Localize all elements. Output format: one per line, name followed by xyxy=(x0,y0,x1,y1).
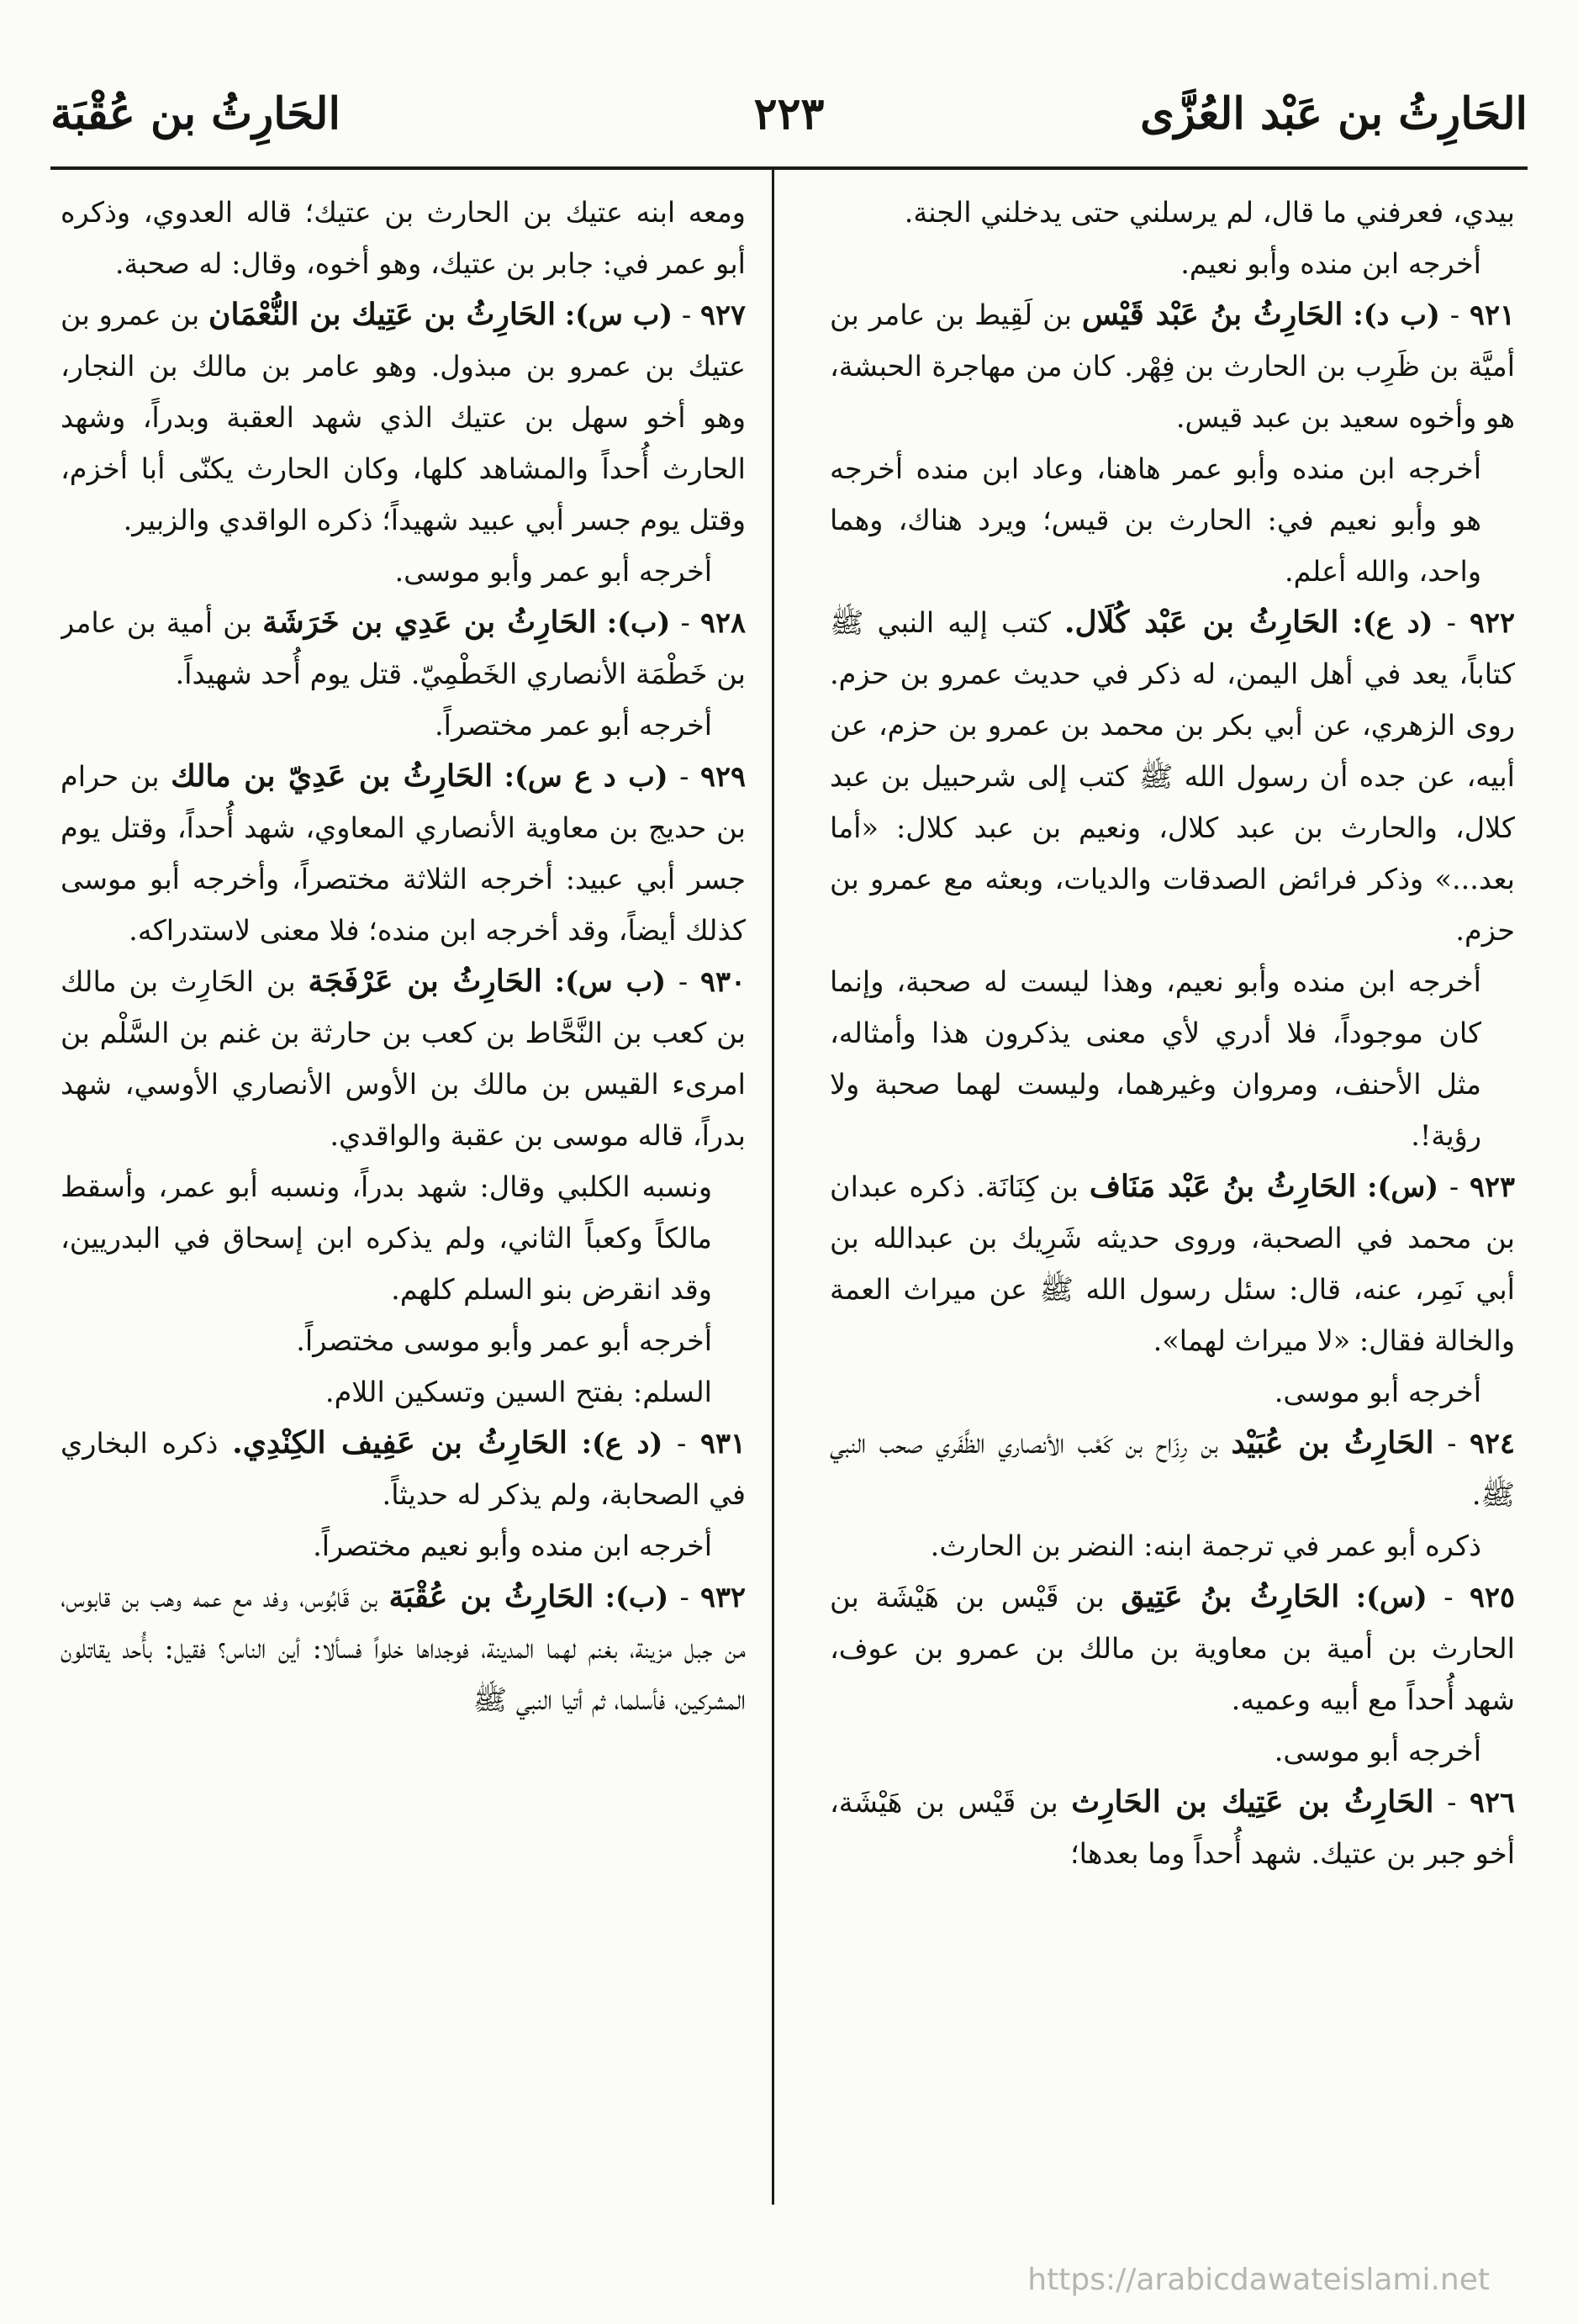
entry-codes: (ب د): xyxy=(1353,298,1440,331)
entry-paragraph: ٩٢٧ - (ب س): الحَارِثُ بن عَتِيك بن النُّعْمَان بن عمرو بن عتيك بن عمرو بن مبذول. وهو عامر بن مالك بن النجار، وهو أخو سهل بن عتيك الذي شهد العقبة وبدراً، وشهد الحارث أُحداً والمشاهد كلها، وكان الحارث يكنّى أبا أخزم، وقتل يوم جسر أبي عبيد شهيداً؛ ذكره الواقدي والزبير. xyxy=(61,297,746,536)
entry-number: ٩٢٦ xyxy=(1470,1786,1515,1819)
entry-number: ٩٣٢ xyxy=(700,1581,746,1614)
entry-name: الحَارِثُ بنُ عَبْد قَيْس xyxy=(1081,297,1343,332)
entry-codes: (د ع): xyxy=(581,1427,663,1460)
entry-codes: (ب د ع س): xyxy=(504,760,668,793)
page-number: ٢٢٣ xyxy=(753,88,825,140)
entry-number: ٩٢٩ xyxy=(700,760,746,793)
entry-codes: (د ع): xyxy=(1352,606,1433,639)
text-paragraph: السلم: بفتح السين وتسكين اللام. xyxy=(325,1376,712,1408)
entry-paragraph: ٩٢٨ - (ب): الحَارِثُ بن عَدِي بن خَرَشَة بن أمية بن عامر بن خَطْمَة الأنصاري الخَطْمِيّ. قتل يوم أُحد شهيداً. xyxy=(61,605,746,690)
entry-paragraph: ٩٣١ - (د ع): الحَارِثُ بن عَفِيف الكِنْدِي. ذكره البخاري في الصحابة، ولم يذكر له حديثاً. xyxy=(61,1425,746,1511)
entry-codes: (ب): xyxy=(604,1581,669,1614)
entry-name: الحَارِثُ بن عَدِيّ بن مالك xyxy=(171,758,493,794)
text-paragraph: أخرجه ابن منده وأبو عمر هاهنا، وعاد ابن منده أخرجه هو وأبو نعيم في: الحارث بن قيس؛ ويرد هناك، وهما واحد، والله أعلم. xyxy=(830,452,1481,588)
text-paragraph: أخرجه ابن منده وأبو نعيم، وهذا ليست له صحبة، وإنما كان موجوداً، فلا أدري لأي معنى يذكرون هذا وأمثاله، مثل الأحنف، ومروان وغيرهما، وليست لهما صحبة ولا رؤية!. xyxy=(830,965,1481,1152)
header-rule xyxy=(50,166,1528,170)
entry-number: ٩٣٠ xyxy=(700,965,746,998)
text-paragraph: ذكره أبو عمر في ترجمة ابنه: النضر بن الحارث. xyxy=(930,1529,1481,1562)
entry-number: ٩٢٢ xyxy=(1470,606,1515,639)
entry-number: ٩٢٤ xyxy=(1470,1427,1515,1460)
entry-number: ٩٢٥ xyxy=(1470,1581,1515,1614)
text-paragraph: أخرجه أبو موسى. xyxy=(1274,1376,1481,1408)
text-paragraph: أخرجه أبو عمر وأبو موسى مختصراً. xyxy=(296,1324,712,1357)
entry-name: الحَارِثُ بن عَرْفَجَة xyxy=(308,964,542,999)
entry-text: بن عمرو بن عتيك بن عمرو بن مبذول. وهو عامر بن مالك بن النجار، وهو أخو سهل بن عتيك الذي شهد العقبة وبدراً، وشهد الحارث أُحداً والمشاهد كلها، وكان الحارث يكنّى أبا أخزم، وقتل يوم جسر أبي عبيد شهيداً؛ ذكره الواقدي والزبير. xyxy=(61,298,746,536)
entry-text: كتب إليه النبي ﷺ كتاباً، يعد في أهل اليمن، له ذكر في حديث عمرو بن حزم. روى الزهري، عن أبي بكر بن محمد بن عمرو بن حزم، عن أبيه، عن جده أن رسول الله ﷺ كتب إلى شرحبيل بن عبد كلال، والحارث بن عبد كلال، ونعيم بن عبد كلال: «أما بعد...» وذكر فرائض الصدقات والديات، وبعثه مع عمرو بن حزم. xyxy=(830,606,1515,947)
entry-number: ٩٢٨ xyxy=(700,606,746,639)
text-paragraph: أخرجه أبو عمر وأبو موسى. xyxy=(394,555,712,588)
entry-name: الحَارِثُ بن عَدِي بن خَرَشَة xyxy=(262,605,597,640)
entry-text: بن الحَارِث بن مالك بن كعب بن النَّحَّاط بن كعب بن حارثة بن غنم بن السَّلْم بن امرىء القيس بن مالك بن الأوس الأنصاري الأوسي، شهد بدراً، قاله موسى بن عقبة والواقدي. xyxy=(61,965,746,1152)
entry-codes: (ب س): xyxy=(564,298,673,331)
text-paragraph: أخرجه أبو موسى. xyxy=(1274,1735,1481,1767)
entry-paragraph: ٩٢٣ - (س): الحَارِثُ بنُ عَبْد مَنَاف بن كِنَانَة. ذكره عبدان بن محمد في الصحبة، وروى حديثه شَرِيك بن عبدالله بن أبي نَمِر، عنه، قال: سئل رسول الله ﷺ عن ميراث العمة والخالة فقال: «لا ميراث لهما». xyxy=(830,1169,1515,1357)
text-paragraph: ومعه ابنه عتيك بن الحارث بن عتيك؛ قاله العدوي، وذكره أبو عمر في: جابر بن عتيك، وهو أخوه، وقال: له صحبة. xyxy=(61,196,746,280)
entry-paragraph: ٩٣٢ - (ب): الحَارِثُ بن عُقْبَة بن قَابُوس، وفد مع عمه وهب بن قابوس، من جبل مزينة، بغنم لهما المدينة، فوجداها خلواً فسألا: أين الناس؟ فقيل: بأُحد يقاتلون المشركين، فأسلما، ثم أتيا النبي ﷺ xyxy=(61,1579,746,1716)
entry-text: بن قَيْس بن هَيْشَة بن الحارث بن أمية بن معاوية بن مالك بن عمرو بن عوف، شهد أُحداً مع أبيه وعميه. xyxy=(830,1581,1515,1716)
right-column xyxy=(830,187,1515,2213)
entry-text: بن حرام بن حديج بن معاوية الأنصاري المعاوي، شهد أُحداً، وقتل يوم جسر أبي عبيد: أخرجه الثلاثة مختصراً، وأخرجه أبو موسى كذلك أيضاً، وقد أخرجه ابن منده؛ فلا معنى لاستدراكه. xyxy=(61,760,746,947)
entry-text: بن كِنَانَة. ذكره عبدان بن محمد في الصحبة، وروى حديثه شَرِيك بن عبدالله بن أبي نَمِر، عنه، قال: سئل رسول الله ﷺ عن ميراث العمة والخالة فقال: «لا ميراث لهما». xyxy=(830,1170,1515,1357)
entry-name: الحَارِثُ بن عَتِيك بن الحَارِث xyxy=(1071,1784,1434,1820)
entry-codes: (ب س): xyxy=(554,965,667,998)
entry-codes: (س): xyxy=(1355,1581,1428,1614)
entry-text: بن قَابُوس، وفد مع عمه وهب بن قابوس، من جبل مزينة، بغنم لهما المدينة، فوجداها خلواً فسألا: أين الناس؟ فقيل: بأُحد يقاتلون المشركين، فأسلما، ثم أتيا النبي ﷺ xyxy=(61,1581,746,1716)
entry-paragraph: ٩٢٤ - الحَارِثُ بن عُبَيْد بن رِزَاح بن كَعْب الأنصاري الظَّفَري صحب النبي ﷺ. xyxy=(830,1425,1515,1511)
entry-codes: (س): xyxy=(1367,1170,1439,1203)
watermark-url: https://arabicdawateislami.net xyxy=(1027,2263,1490,2297)
text-paragraph: أخرجه ابن منده وأبو نعيم. xyxy=(1180,247,1481,280)
entry-number: ٩٢٣ xyxy=(1470,1170,1515,1203)
text-paragraph: أخرجه ابن منده وأبو نعيم مختصراً. xyxy=(313,1529,712,1562)
entry-number: ٩٢٧ xyxy=(700,298,746,331)
entry-name: الحَارِثُ بنُ عَتِيق xyxy=(1121,1579,1340,1614)
entry-text: ذكره البخاري في الصحابة، ولم يذكر له حديثاً. xyxy=(61,1427,746,1511)
entry-paragraph: ٩٢٥ - (س): الحَارِثُ بنُ عَتِيق بن قَيْس بن هَيْشَة بن الحارث بن أمية بن معاوية بن مالك بن عمرو بن عوف، شهد أُحداً مع أبيه وعميه. xyxy=(830,1579,1515,1716)
running-title-right: الحَارِثُ بن عَبْد العُزَّى xyxy=(1140,88,1528,140)
entry-name: الحَارِثُ بنُ عَبْد مَنَاف xyxy=(1089,1169,1357,1204)
entry-name: الحَارِثُ بن عَتِيك بن النُّعْمَان xyxy=(208,297,557,332)
text-paragraph: ونسبه الكلبي وقال: شهد بدراً، ونسبه أبو عمر، وأسقط مالكاً وكعباً الثاني، ولم يذكره ابن إسحاق في البدريين، وقد انقرض بنو السلم كلهم. xyxy=(61,1170,712,1306)
running-title-left: الحَارِثُ بن عُقْبَة xyxy=(50,88,340,140)
entry-text: بن أمية بن عامر بن خَطْمَة الأنصاري الخَطْمِيّ. قتل يوم أُحد شهيداً. xyxy=(61,606,746,690)
column-divider xyxy=(772,170,774,2205)
entry-paragraph: ٩٢٦ - الحَارِثُ بن عَتِيك بن الحَارِث بن قَيْس بن هَيْشَة، أخو جبر بن عتيك. شهد أُحداً وما بعدها؛ xyxy=(830,1784,1515,1870)
entry-text: بن لَقِيط بن عامر بن أميَّة بن ظَرِب بن الحارث بن فِهْر. كان من مهاجرة الحبشة، هو وأخوه سعيد بن عبد قيس. xyxy=(830,298,1515,434)
text-paragraph: بيدي، فعرفني ما قال، لم يرسلني حتى يدخلني الجنة. xyxy=(904,196,1515,229)
entry-text: بن قَيْس بن هَيْشَة، أخو جبر بن عتيك. شهد أُحداً وما بعدها؛ xyxy=(830,1786,1515,1870)
entry-paragraph: ٩٢٩ - (ب د ع س): الحَارِثُ بن عَدِيّ بن مالك بن حرام بن حديج بن معاوية الأنصاري المعاوي، شهد أُحداً، وقتل يوم جسر أبي عبيد: أخرجه الثلاثة مختصراً، وأخرجه أبو موسى كذلك أيضاً، وقد أخرجه ابن منده؛ فلا معنى لاستدراكه. xyxy=(61,758,746,947)
left-column xyxy=(61,187,746,2213)
entry-codes: (ب): xyxy=(606,606,671,639)
entry-name: الحَارِثُ بن عَبْد كُلَال. xyxy=(1064,605,1339,640)
entry-paragraph: ٩٢٢ - (د ع): الحَارِثُ بن عَبْد كُلَال. كتب إليه النبي ﷺ كتاباً، يعد في أهل اليمن، له ذكر في حديث عمرو بن حزم. روى الزهري، عن أبي بكر بن محمد بن عمرو بن حزم، عن أبيه، عن جده أن رسول الله ﷺ كتب إلى شرحبيل بن عبد كلال، والحارث بن عبد كلال، ونعيم بن عبد كلال: «أما بعد...» وذكر فرائض الصدقات والديات، وبعثه مع عمرو بن حزم. xyxy=(830,605,1515,947)
running-header xyxy=(50,88,1528,156)
text-paragraph: أخرجه أبو عمر مختصراً. xyxy=(434,709,712,742)
entry-number: ٩٣١ xyxy=(700,1427,746,1460)
entry-number: ٩٢١ xyxy=(1470,298,1515,331)
entry-name: الحَارِثُ بن عُبَيْد xyxy=(1231,1425,1434,1460)
entry-text: بن رِزَاح بن كَعْب الأنصاري الظَّفَري صحب النبي ﷺ. xyxy=(830,1427,1515,1511)
entry-paragraph: ٩٣٠ - (ب س): الحَارِثُ بن عَرْفَجَة بن الحَارِث بن مالك بن كعب بن النَّحَّاط بن كعب بن حارثة بن غنم بن السَّلْم بن امرىء القيس بن مالك بن الأوس الأنصاري الأوسي، شهد بدراً، قاله موسى بن عقبة والواقدي. xyxy=(61,964,746,1152)
entry-name: الحَارِثُ بن عُقْبَة xyxy=(388,1579,594,1614)
entry-paragraph: ٩٢١ - (ب د): الحَارِثُ بنُ عَبْد قَيْس بن لَقِيط بن عامر بن أميَّة بن ظَرِب بن الحارث بن فِهْر. كان من مهاجرة الحبشة، هو وأخوه سعيد بن عبد قيس. xyxy=(830,297,1515,434)
entry-name: الحَارِثُ بن عَفِيف الكِنْدِي. xyxy=(232,1425,567,1460)
